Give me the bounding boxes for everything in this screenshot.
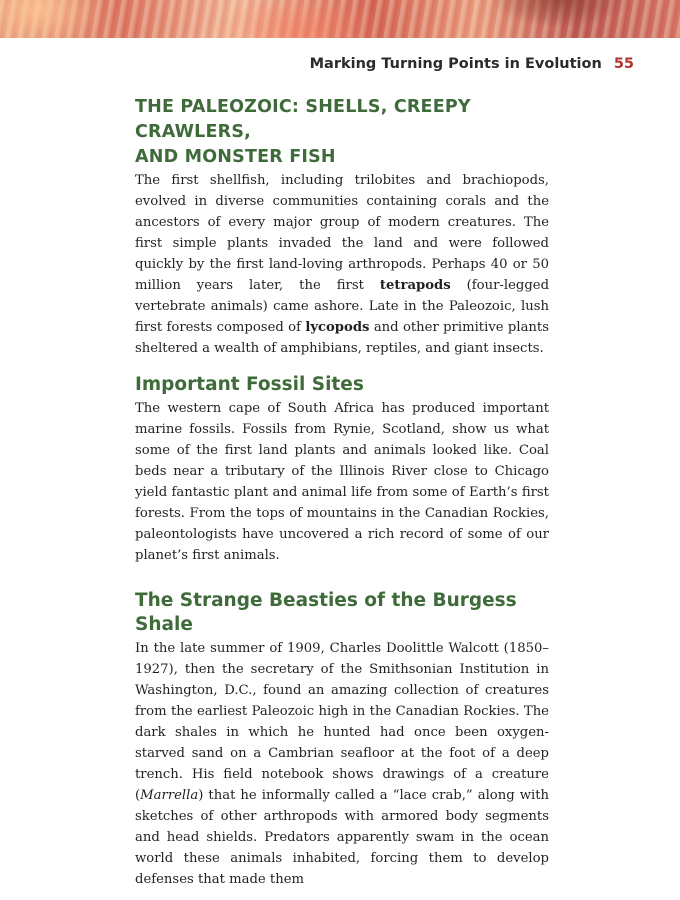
- section-heading-fossil-sites: Important Fossil Sites: [135, 374, 364, 395]
- italic-term-marrella: Marrella: [140, 788, 199, 803]
- running-head: [310, 56, 634, 72]
- glossary-term-tetrapods: tetrapods: [379, 278, 451, 293]
- paragraph-text: and other primitive plants sheltered a wealth of amphibians, reptiles, and giant insects.: [135, 320, 549, 356]
- paragraph-fossil-sites: The western cape of South Africa has produced important marine fossils. Fossils from Rynie, Scotland, show us what some of the first land plants and animals looked like. Coal beds near a tributary of the Illinois River close to Chicago yield fantastic plant and animal life from some of Earth’s first forests. From the tops of mountains in the Canadian Rockies, paleontologists have uncovered a rich record of some of our planet’s first animals.: [135, 401, 549, 563]
- page-number: 55: [613, 56, 634, 72]
- page-body: [135, 95, 549, 890]
- section-paleozoic: [135, 95, 549, 359]
- paragraph-burgess-shale: [135, 638, 549, 890]
- heading-line-2: AND MONSTER FISH: [135, 147, 336, 167]
- section-heading-burgess-shale: The Strange Beasties of the Burgess Shale: [135, 590, 517, 635]
- section-fossil-sites: [135, 373, 549, 566]
- paragraph-text: The first shellfish, including trilobites and brachiopods, evolved in diverse communities containing corals and the ancestors of every major group of modern creatures. The first simple plants invaded the land and were followed quickly by the first land-loving arthropods. Perhaps 40 or 50 million years later, the first: [135, 173, 549, 293]
- decorative-header-banner: [0, 0, 680, 38]
- paragraph-text: (four-legged vertebrate animals) came ashore. Late in the Paleozoic, lush first forests composed of: [135, 278, 550, 335]
- paragraph-text: ) that he informally called a “lace crab,” along with sketches of other arthropods with armored body segments and head shields. Predators apparently swam in the ocean world these animals inhabited, forcing them to develop defenses that made them: [135, 788, 549, 887]
- running-head-title: Marking Turning Points in Evolution: [309, 56, 602, 72]
- heading-line-1: THE PALEOZOIC: SHELLS, CREEPY CRAWLERS,: [135, 97, 471, 142]
- paragraph-text: In the late summer of 1909, Charles Doolittle Walcott (1850–1927), then the secretary of the Smithsonian Institution in Washington, D.C., found an amazing collection of creatures from the earliest Paleozoic high in the Canadian Rockies. The dark shales in which he hunted had once been oxygen-starved sand on a Cambrian seafloor at the foot of a deep trench. His field notebook shows drawings of a creature (: [135, 641, 549, 803]
- glossary-term-lycopods: lycopods: [305, 320, 370, 335]
- section-burgess-shale: [135, 589, 549, 890]
- paragraph-paleozoic: [135, 170, 549, 359]
- section-heading-paleozoic: [135, 95, 549, 170]
